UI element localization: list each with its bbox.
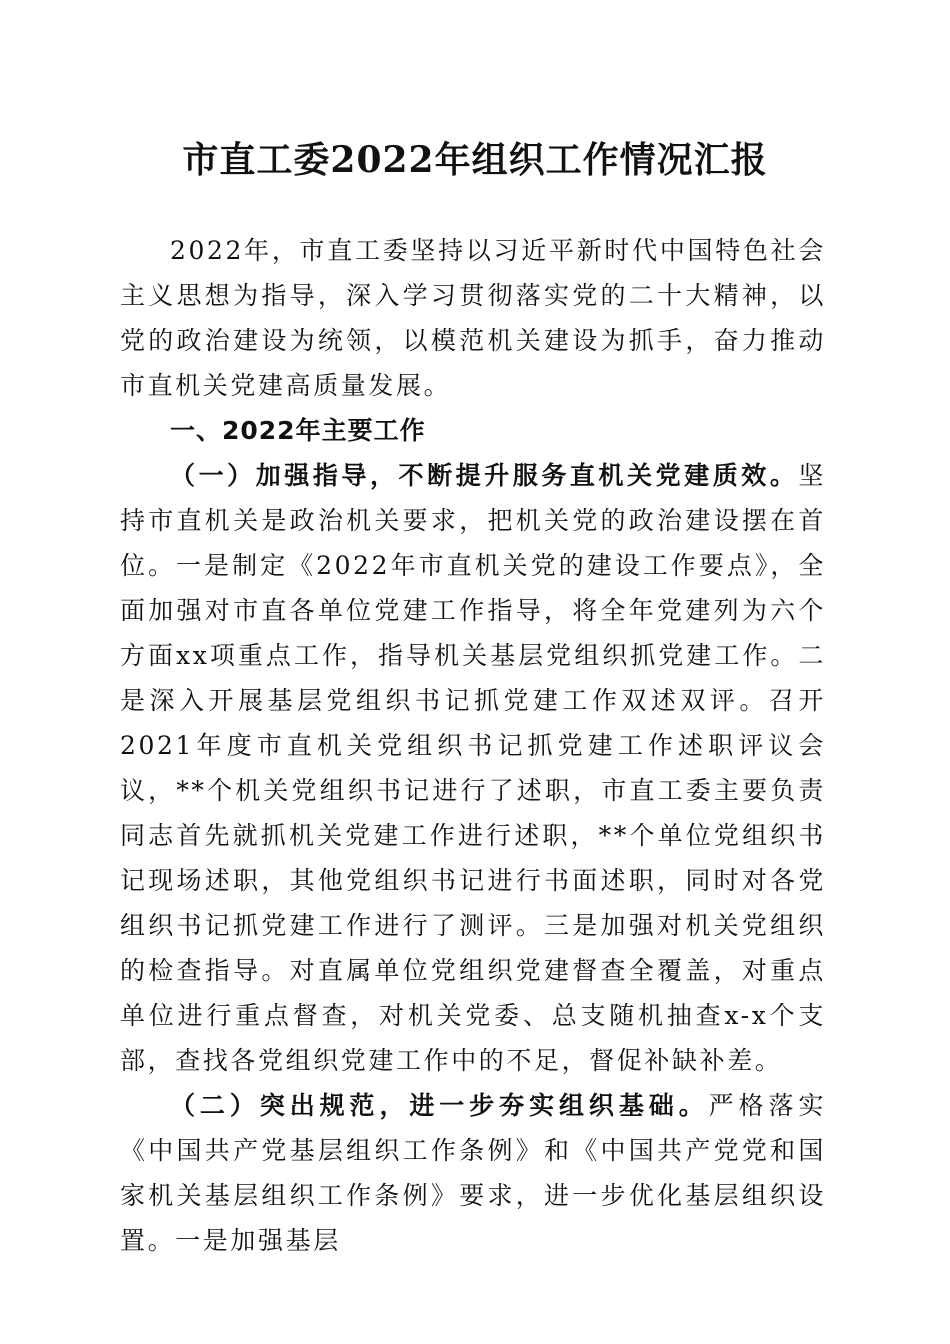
item-2-text: 严格落实《中国共产党基层组织工作条例》和《中国共产党党和国家机关基层组织工作条例》要求，进一步优化基层组织设置。一是加强基层 (120, 1091, 826, 1255)
item-1-lead: （一）加强指导，不断提升服务直机关党建质效。 (170, 461, 799, 490)
item-2-lead: （二）突出规范，进一步夯实组织基础。 (170, 1091, 709, 1120)
intro-paragraph: 2022年，市直工委坚持以习近平新时代中国特色社会主义思想为指导，深入学习贯彻落实党的二十大精神，以党的政治建设为统领，以模范机关建设为抓手，奋力推动市直机关党建高质量发展。 (120, 236, 826, 400)
document-title: 市直工委2022年组织工作情况汇报 (182, 139, 768, 181)
item-1-text: 坚持市直机关是政治机关要求，把机关党的政治建设摆在首位。一是制定《2022年市直机关党的建设工作要点》，全面加强对市直各单位党建工作指导，将全年党建列为六个方面xx项重点工作，指导机关基层党组织抓党建工作。二是深入开展基层党组织书记抓党建工作双述双评。召开2021年度市直机关党组织书记抓党建工作述职评议会议，**个机关党组织书记进行了述职，市直工委主要负责同志首先就抓机关党建工作进行述职，**个单位党组织书记现场述职，其他党组织书记进行书面述职，同时对各党组织书记抓党建工作进行了测评。三是加强对机关党组织的检查指导。对直属单位党组织党建督查全覆盖，对重点单位进行重点督查，对机关党委、总支随机抽查x-x个支部，查找各党组织党建工作中的不足，督促补缺补差。 (120, 461, 826, 1075)
document-body (120, 228, 826, 1263)
paragraph-item-2 (120, 1083, 826, 1263)
section-heading: 一、2022年主要工作 (170, 416, 426, 445)
paragraph-item-1 (120, 453, 826, 1083)
